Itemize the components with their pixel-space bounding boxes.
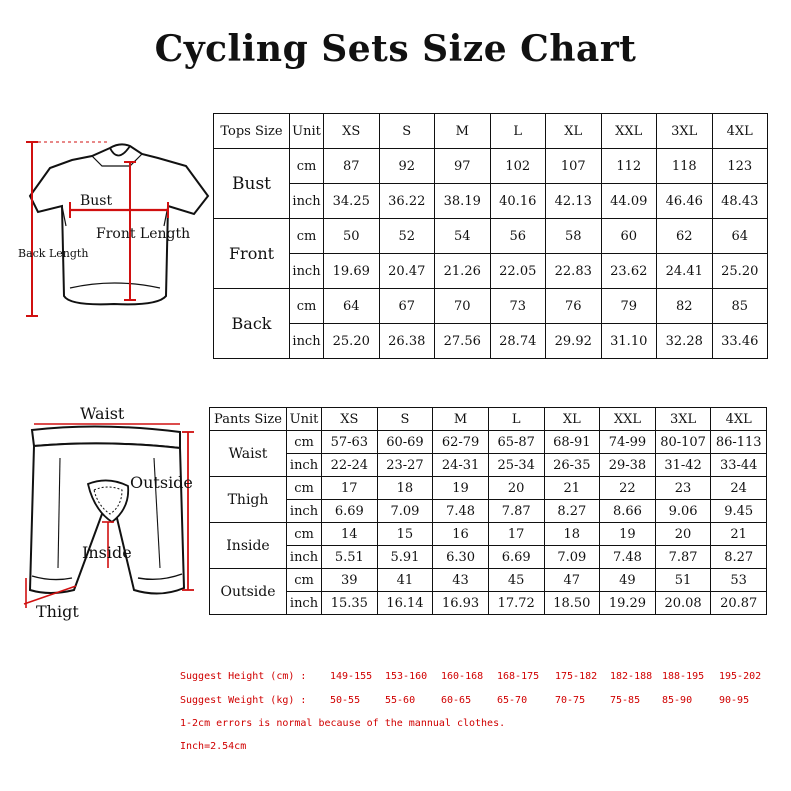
- value-cell: 29.92: [546, 324, 602, 359]
- suggest-weight-label: Suggest Weight (kg) :: [180, 695, 307, 706]
- suggest-weight-value: 90-95: [719, 695, 750, 706]
- table-row: [210, 454, 767, 477]
- value-cell: 17: [488, 523, 544, 546]
- pants-size-l: L: [488, 408, 544, 431]
- unit-cell: inch: [287, 454, 322, 477]
- value-cell: 112: [601, 149, 657, 184]
- table-row: [214, 149, 768, 184]
- waist-label: Waist: [80, 404, 125, 423]
- unit-cell: cm: [287, 569, 322, 592]
- page-title: Cycling Sets Size Chart: [154, 28, 637, 70]
- value-cell: 8.27: [711, 546, 767, 569]
- table-row: [210, 546, 767, 569]
- value-cell: 64: [324, 289, 380, 324]
- value-cell: 68-91: [544, 431, 600, 454]
- tops-header-row: [214, 114, 768, 149]
- conversion-note: Inch=2.54cm: [180, 741, 247, 752]
- pants-size-xxl: XXL: [600, 408, 656, 431]
- pants-size-s: S: [377, 408, 433, 431]
- table-row: [214, 324, 768, 359]
- value-cell: 22: [600, 477, 656, 500]
- pants-size-m: M: [433, 408, 489, 431]
- value-cell: 82: [657, 289, 713, 324]
- table-row: [210, 477, 767, 500]
- table-row: [210, 523, 767, 546]
- unit-cell: cm: [290, 149, 324, 184]
- value-cell: 47: [544, 569, 600, 592]
- suggest-height-value: 153-160: [385, 671, 428, 682]
- pants-size-header: Pants Size: [210, 408, 287, 431]
- value-cell: 5.51: [322, 546, 378, 569]
- outside-label: Outside: [130, 473, 193, 492]
- value-cell: 20.47: [379, 254, 435, 289]
- value-cell: 20.08: [655, 592, 711, 615]
- value-cell: 19.69: [324, 254, 380, 289]
- value-cell: 21.26: [435, 254, 491, 289]
- table-row: [214, 219, 768, 254]
- value-cell: 16.93: [433, 592, 489, 615]
- tops-size-xl: XL: [546, 114, 602, 149]
- tops-size-3xl: 3XL: [657, 114, 713, 149]
- value-cell: 57-63: [322, 431, 378, 454]
- value-cell: 38.19: [435, 184, 491, 219]
- value-cell: 33-44: [711, 454, 767, 477]
- value-cell: 7.87: [488, 500, 544, 523]
- value-cell: 17.72: [488, 592, 544, 615]
- value-cell: 70: [435, 289, 491, 324]
- value-cell: 36.22: [379, 184, 435, 219]
- tops-size-xxl: XXL: [601, 114, 657, 149]
- unit-cell: inch: [287, 500, 322, 523]
- value-cell: 46.46: [657, 184, 713, 219]
- suggest-height-value: 160-168: [441, 671, 484, 682]
- value-cell: 76: [546, 289, 602, 324]
- thigh-label: Thigt: [36, 602, 79, 621]
- tops-size-l: L: [490, 114, 546, 149]
- suggest-weight-value: 60-65: [441, 695, 472, 706]
- value-cell: 21: [544, 477, 600, 500]
- suggest-weight-value: 75-85: [610, 695, 641, 706]
- suggest-height-label: Suggest Height (cm) :: [180, 671, 307, 682]
- value-cell: 39: [322, 569, 378, 592]
- unit-cell: cm: [287, 477, 322, 500]
- value-cell: 24: [711, 477, 767, 500]
- value-cell: 43: [433, 569, 489, 592]
- value-cell: 33.46: [712, 324, 768, 359]
- value-cell: 19: [433, 477, 489, 500]
- value-cell: 29-38: [600, 454, 656, 477]
- value-cell: 45: [488, 569, 544, 592]
- value-cell: 6.69: [322, 500, 378, 523]
- value-cell: 62: [657, 219, 713, 254]
- value-cell: 23-27: [377, 454, 433, 477]
- value-cell: 19: [600, 523, 656, 546]
- suggest-height-value: 168-175: [497, 671, 540, 682]
- pants-size-3xl: 3XL: [655, 408, 711, 431]
- value-cell: 7.09: [544, 546, 600, 569]
- value-cell: 17: [322, 477, 378, 500]
- table-row: [214, 184, 768, 219]
- pants-size-table: [209, 407, 767, 615]
- suggest-height-value: 149-155: [330, 671, 373, 682]
- unit-cell: inch: [287, 592, 322, 615]
- value-cell: 31-42: [655, 454, 711, 477]
- value-cell: 62-79: [433, 431, 489, 454]
- value-cell: 7.09: [377, 500, 433, 523]
- value-cell: 86-113: [711, 431, 767, 454]
- suggest-height-value: 188-195: [662, 671, 705, 682]
- value-cell: 32.28: [657, 324, 713, 359]
- pants-group-inside: Inside: [210, 523, 287, 569]
- value-cell: 6.30: [433, 546, 489, 569]
- bust-label: Bust: [80, 193, 113, 209]
- value-cell: 97: [435, 149, 491, 184]
- value-cell: 67: [379, 289, 435, 324]
- value-cell: 40.16: [490, 184, 546, 219]
- value-cell: 25.20: [712, 254, 768, 289]
- pants-group-outside: Outside: [210, 569, 287, 615]
- unit-cell: inch: [287, 546, 322, 569]
- value-cell: 25-34: [488, 454, 544, 477]
- tops-group-back: Back: [214, 289, 290, 359]
- value-cell: 22.83: [546, 254, 602, 289]
- value-cell: 80-107: [655, 431, 711, 454]
- value-cell: 6.69: [488, 546, 544, 569]
- value-cell: 25.20: [324, 324, 380, 359]
- value-cell: 58: [546, 219, 602, 254]
- tops-size-xs: XS: [324, 114, 380, 149]
- value-cell: 50: [324, 219, 380, 254]
- tops-unit-header: Unit: [290, 114, 324, 149]
- value-cell: 44.09: [601, 184, 657, 219]
- shorts-illustration: [20, 418, 210, 618]
- value-cell: 8.66: [600, 500, 656, 523]
- value-cell: 16: [433, 523, 489, 546]
- unit-cell: cm: [287, 431, 322, 454]
- tops-group-bust: Bust: [214, 149, 290, 219]
- value-cell: 24-31: [433, 454, 489, 477]
- value-cell: 22-24: [322, 454, 378, 477]
- value-cell: 49: [600, 569, 656, 592]
- value-cell: 64: [712, 219, 768, 254]
- inside-label: Inside: [82, 543, 132, 562]
- suggest-weight-value: 55-60: [385, 695, 416, 706]
- unit-cell: cm: [290, 219, 324, 254]
- suggest-weight-value: 50-55: [330, 695, 361, 706]
- value-cell: 15.35: [322, 592, 378, 615]
- value-cell: 18.50: [544, 592, 600, 615]
- table-row: [214, 254, 768, 289]
- value-cell: 19.29: [600, 592, 656, 615]
- value-cell: 60: [601, 219, 657, 254]
- tops-group-front: Front: [214, 219, 290, 289]
- value-cell: 26.38: [379, 324, 435, 359]
- pants-group-waist: Waist: [210, 431, 287, 477]
- pants-unit-header: Unit: [287, 408, 322, 431]
- value-cell: 41: [377, 569, 433, 592]
- error-note: 1-2cm errors is normal because of the mannual clothes.: [180, 718, 506, 729]
- value-cell: 24.41: [657, 254, 713, 289]
- value-cell: 34.25: [324, 184, 380, 219]
- value-cell: 7.87: [655, 546, 711, 569]
- suggest-weight-value: 85-90: [662, 695, 693, 706]
- suggest-height-value: 182-188: [610, 671, 653, 682]
- value-cell: 79: [601, 289, 657, 324]
- back-length-label: Back Length: [18, 247, 89, 260]
- value-cell: 23: [655, 477, 711, 500]
- table-row: [210, 569, 767, 592]
- suggest-weight-value: 65-70: [497, 695, 528, 706]
- value-cell: 60-69: [377, 431, 433, 454]
- unit-cell: cm: [290, 289, 324, 324]
- pants-header-row: [210, 408, 767, 431]
- value-cell: 52: [379, 219, 435, 254]
- value-cell: 27.56: [435, 324, 491, 359]
- tops-size-4xl: 4XL: [712, 114, 768, 149]
- value-cell: 51: [655, 569, 711, 592]
- suggest-height-value: 195-202: [719, 671, 762, 682]
- pants-size-4xl: 4XL: [711, 408, 767, 431]
- value-cell: 7.48: [433, 500, 489, 523]
- value-cell: 107: [546, 149, 602, 184]
- value-cell: 118: [657, 149, 713, 184]
- value-cell: 65-87: [488, 431, 544, 454]
- value-cell: 9.45: [711, 500, 767, 523]
- value-cell: 73: [490, 289, 546, 324]
- value-cell: 42.13: [546, 184, 602, 219]
- value-cell: 26-35: [544, 454, 600, 477]
- table-row: [210, 431, 767, 454]
- suggest-height-value: 175-182: [555, 671, 598, 682]
- value-cell: 9.06: [655, 500, 711, 523]
- value-cell: 87: [324, 149, 380, 184]
- table-row: [210, 500, 767, 523]
- value-cell: 16.14: [377, 592, 433, 615]
- value-cell: 18: [544, 523, 600, 546]
- value-cell: 123: [712, 149, 768, 184]
- value-cell: 85: [712, 289, 768, 324]
- pants-size-xs: XS: [322, 408, 378, 431]
- value-cell: 56: [490, 219, 546, 254]
- pants-group-thigh: Thigh: [210, 477, 287, 523]
- unit-cell: inch: [290, 184, 324, 219]
- value-cell: 7.48: [600, 546, 656, 569]
- value-cell: 28.74: [490, 324, 546, 359]
- value-cell: 21: [711, 523, 767, 546]
- unit-cell: inch: [290, 254, 324, 289]
- tops-size-table: [213, 113, 768, 359]
- front-length-label: Front Length: [96, 226, 191, 242]
- value-cell: 18: [377, 477, 433, 500]
- unit-cell: inch: [290, 324, 324, 359]
- value-cell: 14: [322, 523, 378, 546]
- value-cell: 20: [655, 523, 711, 546]
- value-cell: 20.87: [711, 592, 767, 615]
- value-cell: 15: [377, 523, 433, 546]
- table-row: [214, 289, 768, 324]
- value-cell: 74-99: [600, 431, 656, 454]
- tops-size-s: S: [379, 114, 435, 149]
- pants-size-xl: XL: [544, 408, 600, 431]
- value-cell: 53: [711, 569, 767, 592]
- suggest-weight-value: 70-75: [555, 695, 586, 706]
- value-cell: 48.43: [712, 184, 768, 219]
- table-row: [210, 592, 767, 615]
- value-cell: 8.27: [544, 500, 600, 523]
- value-cell: 31.10: [601, 324, 657, 359]
- value-cell: 23.62: [601, 254, 657, 289]
- value-cell: 102: [490, 149, 546, 184]
- value-cell: 22.05: [490, 254, 546, 289]
- unit-cell: cm: [287, 523, 322, 546]
- tops-size-m: M: [435, 114, 491, 149]
- value-cell: 54: [435, 219, 491, 254]
- value-cell: 20: [488, 477, 544, 500]
- value-cell: 92: [379, 149, 435, 184]
- tops-size-header: Tops Size: [214, 114, 290, 149]
- value-cell: 5.91: [377, 546, 433, 569]
